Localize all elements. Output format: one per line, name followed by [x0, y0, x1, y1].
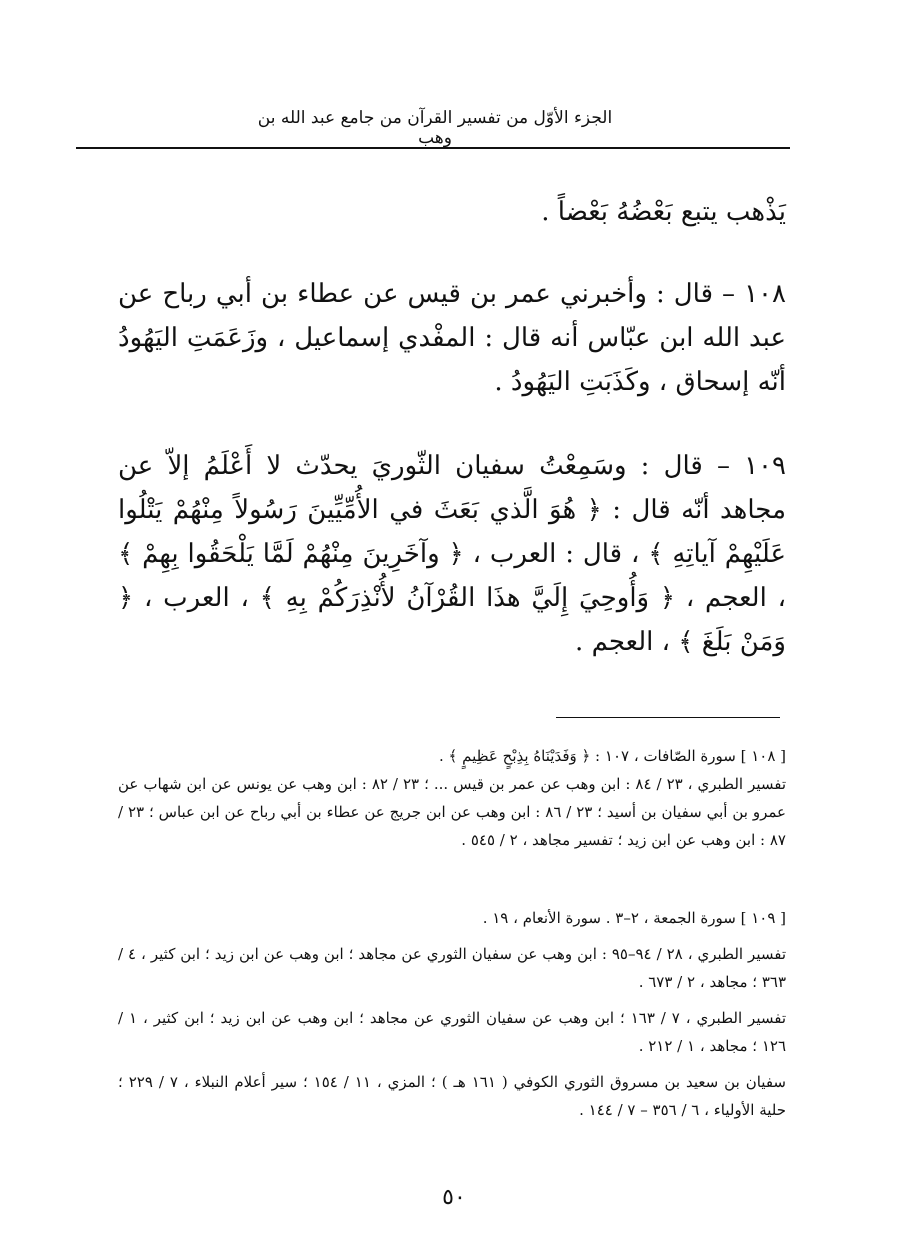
- footnote-108-ref: [ ١٠٨ ] سورة الصّافات ، ١٠٧ : ﴿ وَفَدَيْنَاهُ بِذِبْحٍ عَظِيمٍ ﴾ .: [439, 747, 786, 765]
- entry-109-text: ١٠٩ – قال : وسَمِعْتُ سفيان الثّوريَ يحدّث لا أَعْلَمُ إلاّ عن مجاهد أنّه قال : ﴿ هُوَ الَّذي بَعَثَ في الأُمِّيِّينَ رَسُولاً مِنْهُمْ يَتْلُوا عَلَيْهِمْ آياتِهِ ﴾ ، قال : العرب ، ﴿ وآخَرِينَ مِنْهُمْ لَمَّا يَلْحَقُوا بِهِمْ ﴾ ، العجم ، ﴿ وَأُوحِيَ إِلَيَّ هذَا القُرْآنُ لأُنْذِرَكُمْ بِهِ ﴾ ، العرب ، ﴿ وَمَنْ بَلَغَ ﴾ ، العجم .: [118, 451, 786, 657]
- header-rule: [76, 147, 790, 149]
- entry-108-text: ١٠٨ – قال : وأخبرني عمر بن قيس عن عطاء بن أبي رباح عن عبد الله ابن عبّاس أنه قال : المفْدي إسماعيل ، وزَعَمَتِ اليَهُودُ أنّه إسحاق ، وكَذَبَتِ اليَهُودُ .: [118, 279, 786, 397]
- page-number: ٥٠: [442, 1185, 466, 1210]
- footnote-108: [118, 742, 786, 854]
- continuation-paragraph: [118, 190, 786, 234]
- footnote-109-biography: سفيان بن سعيد بن مسروق الثوري الكوفي ( ١٦١ هـ ) ؛ المزي ، ١١ / ١٥٤ ؛ سير أعلام النبلاء ، ٧ / ٢٢٩ ؛ حلية الأولياء ، ٦ / ٣٥٦ – ٧ / ١٤٤ .: [118, 1073, 786, 1119]
- footnote-109-sources-2: تفسير الطبري ، ٧ / ١٦٣ ؛ ابن وهب عن سفيان الثوري عن مجاهد ؛ ابن وهب عن ابن زيد ؛ ابن كثير ، ١ / ١٢٦ ؛ مجاهد ، ١ / ٢١٢ .: [118, 1009, 786, 1055]
- footnote-gap: [118, 932, 786, 940]
- footnote-109-ref: [ ١٠٩ ] سورة الجمعة ، ٢–٣ . سورة الأنعام ، ١٩ .: [482, 909, 786, 927]
- running-header: الجزء الأوّل من تفسير القرآن من جامع عبد الله بن وهب: [257, 108, 613, 148]
- entry-108: [118, 272, 786, 404]
- footnote-separator: [556, 717, 780, 718]
- footnote-109-sources-1: تفسير الطبري ، ٢٨ / ٩٤–٩٥ : ابن وهب عن سفيان الثوري عن مجاهد ؛ ابن وهب عن ابن زيد ؛ ابن كثير ، ٤ / ٣٦٣ ؛ مجاهد ، ٢ / ٦٧٣ .: [118, 945, 787, 991]
- footnote-108-sources: تفسير الطبري ، ٢٣ / ٨٤ : ابن وهب عن عمر بن قيس ... ؛ ٢٣ / ٨٢ : ابن وهب عن يونس عن ابن شهاب عن عمرو بن أبي سفيان بن أسيد ؛ ٢٣ / ٨٦ : ابن وهب عن ابن جريج عن عطاء بن أبي رباح عن ابن عباس ؛ ٢٣ / ٨٧ : ابن وهب عن ابن زيد ؛ تفسير مجاهد ، ٢ / ٥٤٥ .: [118, 775, 787, 849]
- entry-109: [118, 444, 786, 664]
- footnote-gap: [118, 1060, 786, 1068]
- footnote-gap: [118, 996, 786, 1004]
- footnote-109: [118, 904, 786, 1124]
- continuation-text: يَذْهب يتبع بَعْضُهُ بَعْضاً .: [541, 197, 786, 227]
